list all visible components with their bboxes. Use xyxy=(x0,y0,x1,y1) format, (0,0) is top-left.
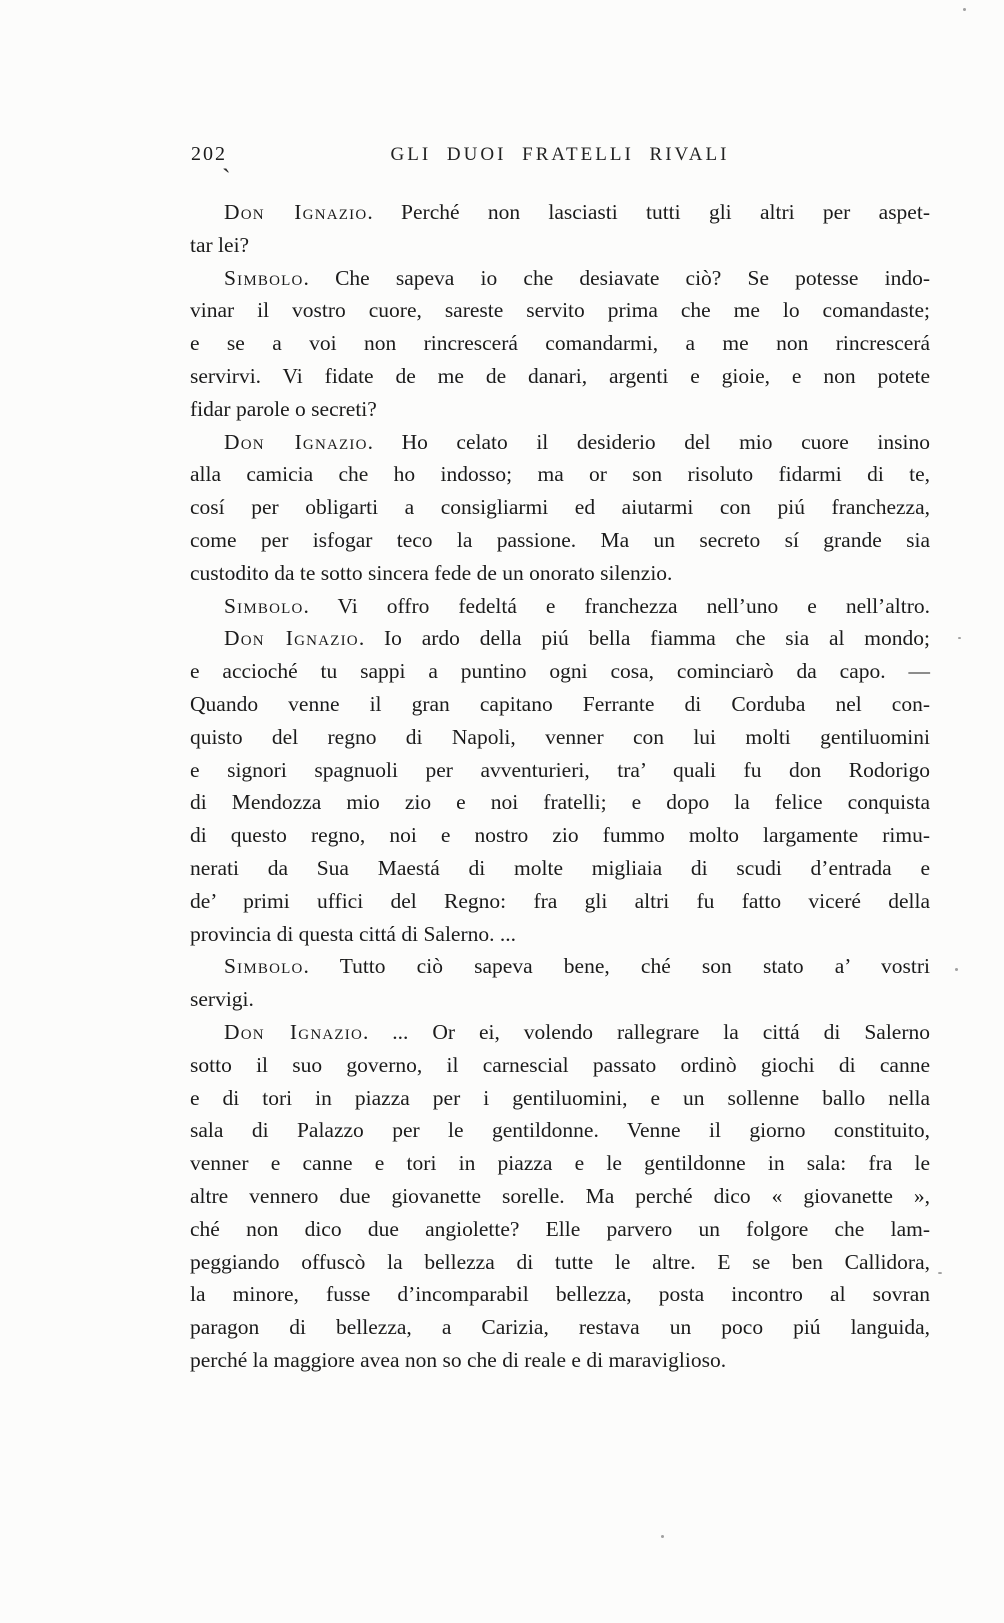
text-line: cosí per obligarti a consigliarmi ed aiutarmi con piú franchezza, xyxy=(190,495,930,520)
speaker-name: Simbolo xyxy=(224,593,304,618)
text-line: sotto il suo governo, il carnescial passato ordinò giochi di canne xyxy=(190,1052,930,1077)
scan-speck xyxy=(963,8,966,11)
text-line: Don Ignazio. Io ardo della piú bella fiamma che sia al mondo; xyxy=(224,626,930,651)
body-text xyxy=(190,196,930,1377)
text-line: Simbolo. Tutto ciò sapeva bene, ché son stato a’ vostri xyxy=(224,954,930,979)
text-line: custodito da te sotto sincera fede de un onorato silenzio. xyxy=(190,560,673,585)
text-line: nerati da Sua Maestá di molte migliaia di scudi d’entrada e xyxy=(190,855,930,880)
text-line: quisto del regno di Napoli, venner con lui molti gentiluomini xyxy=(190,724,930,749)
text-line: servirvi. Vi fidate de me de danari, argenti e gioie, e non potete xyxy=(190,363,930,388)
speaker-name: Don Ignazio xyxy=(224,1019,363,1044)
text-line: alla camicia che ho indosso; ma or son risoluto fidarmi di te, xyxy=(190,462,930,487)
scan-speck xyxy=(938,1272,942,1274)
text-line: vinar il vostro cuore, sareste servito prima che me lo comandaste; xyxy=(190,298,930,323)
text-line: servigi. xyxy=(190,987,254,1012)
text-line: tar lei? xyxy=(190,232,250,257)
text-line: di questo regno, noi e nostro zio fummo molto largamente rimu- xyxy=(190,823,930,848)
text-line: paragon di bellezza, a Carizia, restava un poco piú languida, xyxy=(190,1315,930,1340)
text-line: e se a voi non rincrescerá comandarmi, a me non rincrescerá xyxy=(190,331,930,356)
speaker-name: Don Ignazio xyxy=(224,626,359,651)
speaker-name: Simbolo xyxy=(224,954,304,979)
text-line: ché non dico due angiolette? Elle parvero un folgore che lam- xyxy=(190,1216,930,1241)
text-line: di Mendozza mio zio e noi fratelli; e dopo la felice conquista xyxy=(190,790,930,815)
text-line: de’ primi uffici del Regno: fra gli altri fu fatto viceré della xyxy=(190,888,930,913)
scan-speck xyxy=(955,968,958,971)
text-line: altre vennero due giovanette sorelle. Ma perché dico « giovanette », xyxy=(190,1183,930,1208)
text-line: venner e canne e tori in piazza e le gentildonne in sala: fra le xyxy=(190,1151,930,1176)
text-line: provincia di questa cittá di Salerno. ... xyxy=(190,921,516,946)
text-line: sala di Palazzo per le gentildonne. Venne il giorno constituito, xyxy=(190,1118,930,1143)
text-line: Simbolo. Che sapeva io che desiavate ciò? Se potesse indo- xyxy=(224,265,930,290)
scan-artifact-grave-mark: ˋ xyxy=(222,164,231,193)
text-line: Don Ignazio. ... Or ei, volendo rallegrare la cittá di Salerno xyxy=(224,1019,930,1044)
page-number: 202 xyxy=(191,143,227,165)
text-line: Don Ignazio. Ho celato il desiderio del mio cuore insino xyxy=(224,429,930,454)
speaker-name: Simbolo xyxy=(224,265,304,290)
text-line: peggiando offuscò la bellezza di tutte le altre. E se ben Callidora, xyxy=(190,1249,930,1274)
text-line: Quando venne il gran capitano Ferrante di Corduba nel con- xyxy=(190,691,930,716)
text-line: e signori spagnuoli per avventurieri, tra’ quali fu don Rodorigo xyxy=(190,757,930,782)
speaker-name: Don Ignazio xyxy=(224,200,368,224)
speaker-name: Don Ignazio xyxy=(224,429,368,454)
text-line: e di tori in piazza per i gentiluomini, e un sollenne ballo nella xyxy=(190,1085,930,1110)
text-line: e accioché tu sappi a puntino ogni cosa, cominciarò da capo. — xyxy=(190,659,930,684)
text-line: la minore, fusse d’incomparabil bellezza, posta incontro al sovran xyxy=(190,1282,930,1307)
text-line: perché la maggiore avea non so che di reale e di maraviglioso. xyxy=(190,1347,727,1372)
text-line: Don Ignazio. Perché non lasciasti tutti gli altri per aspet- xyxy=(224,200,930,224)
text-line: Simbolo. Vi offro fedeltá e franchezza nell’uno e nell’altro. xyxy=(224,593,930,618)
scan-speck xyxy=(958,637,961,639)
running-title: GLI DUOI FRATELLI RIVALI xyxy=(390,144,730,165)
scan-speck xyxy=(661,1535,664,1538)
text-line: come per isfogar teco la passione. Ma un secreto sí grande sia xyxy=(190,527,930,552)
text-line: fidar parole o secreti? xyxy=(190,396,377,421)
